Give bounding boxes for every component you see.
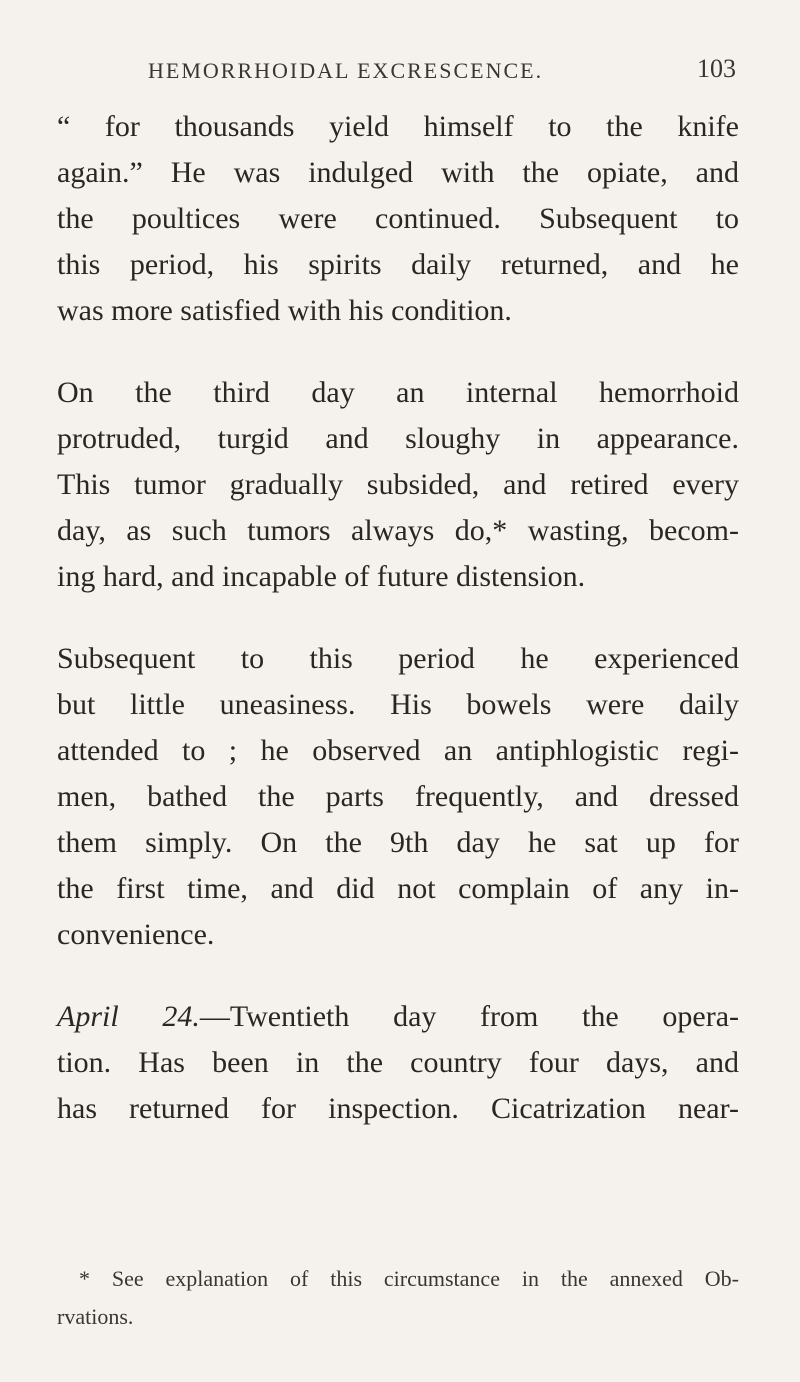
text-line: This tumor gradually subsided, and retired every [57, 468, 739, 501]
text-line: Subsequent to this period he experienced [57, 642, 739, 675]
text-line: convenience. [57, 918, 215, 951]
text-line: protruded, turgid and sloughy in appearance. [57, 422, 739, 455]
text-line: them simply. On the 9th day he sat up for [57, 826, 739, 859]
text-line: men, bathed the parts frequently, and dressed [57, 780, 739, 813]
paragraph-3 [57, 636, 739, 958]
running-head: HEMORRHOIDAL EXCRESCENCE. [148, 58, 544, 83]
footnote-line: rvations. [57, 1304, 134, 1329]
paragraph-2 [57, 370, 739, 600]
text-line: has returned for inspection. Cicatrization near- [57, 1092, 739, 1125]
text-line: ing hard, and incapable of future distension. [57, 560, 586, 593]
body-text [57, 104, 739, 1132]
text-line: “ for thousands yield himself to the knife [57, 110, 739, 143]
text-line [57, 994, 739, 1040]
footnote [57, 1260, 739, 1336]
text-line: day, as such tumors always do,* wasting, becom- [57, 514, 739, 547]
text-line: this period, his spirits daily returned, and he [57, 248, 739, 281]
paragraph-1 [57, 104, 739, 334]
text-line: the poultices were continued. Subsequent to [57, 202, 739, 235]
entry-date: April 24. [57, 1000, 200, 1033]
text-line: the first time, and did not complain of any in- [57, 872, 739, 905]
text-line: but little uneasiness. His bowels were daily [57, 688, 739, 721]
page-number: 103 [697, 54, 736, 83]
footnote-line: * See explanation of this circumstance in the annexed Ob- [79, 1266, 739, 1291]
text-run: —Twentieth day from the opera- [199, 1000, 739, 1033]
text-line: was more satisfied with his condition. [57, 294, 512, 327]
text-line: again.” He was indulged with the opiate, and [57, 156, 739, 189]
text-line: attended to ; he observed an antiphlogistic regi- [57, 734, 739, 767]
text-line: On the third day an internal hemorrhoid [57, 376, 739, 409]
text-line: tion. Has been in the country four days, and [57, 1046, 739, 1079]
paragraph-4 [57, 994, 739, 1132]
